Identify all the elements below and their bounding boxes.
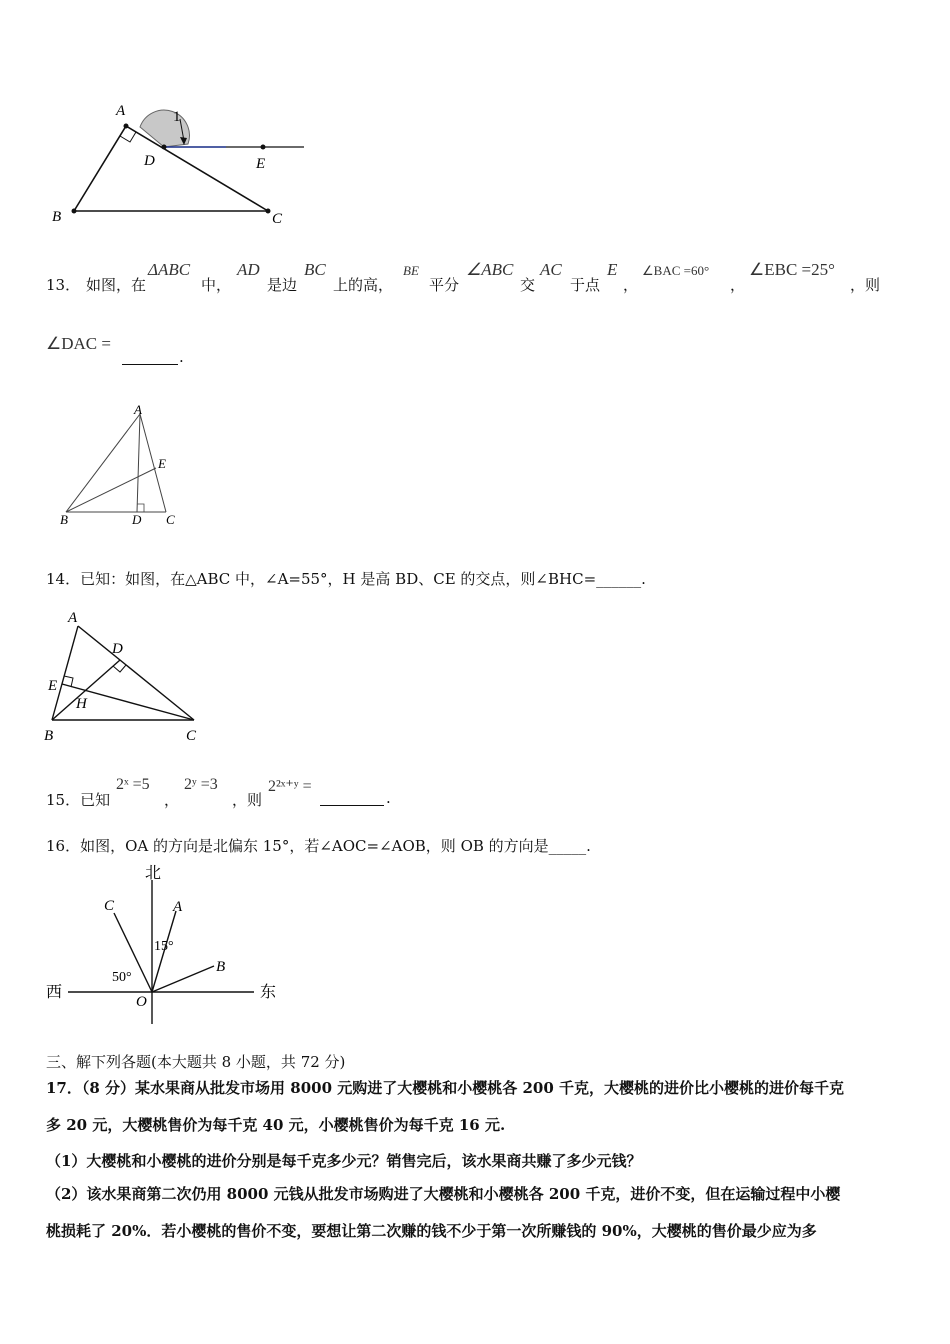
segment-ac: [78, 626, 194, 720]
question-14: 14．已知：如图，在△ABC 中，∠A=55°，H 是高 BD、CE 的交点，则∠BHC=______.: [46, 570, 646, 588]
label-d: D: [132, 512, 142, 527]
label-e: E: [256, 156, 266, 172]
ray-ob: [152, 966, 214, 992]
label-c: C: [272, 211, 283, 227]
question-13-answer-line: [46, 334, 346, 370]
q13-text-9: ，: [730, 276, 746, 294]
q15-math-2: 2ʸ =3: [184, 776, 218, 793]
label-a: A: [134, 402, 142, 417]
label-b: B: [60, 512, 68, 527]
figure-q16: [40, 858, 300, 1028]
q15-math-3: 2²ˣ⁺ʸ =: [268, 778, 312, 795]
figure-q12: [40, 95, 320, 235]
label-b: B: [44, 728, 54, 744]
north-label: 北: [145, 865, 162, 882]
east-label: 东: [260, 984, 277, 1001]
q15-then: ，则: [232, 791, 263, 809]
q13-text-2: 中，: [201, 276, 232, 294]
q13-math-be: BE: [403, 263, 419, 278]
right-angle-mark: [120, 132, 136, 142]
q13-math-triangle-abc: ΔABC: [148, 260, 191, 279]
q13-number: 13．: [46, 276, 81, 294]
q15-answer-blank[interactable]: [320, 784, 384, 806]
q15-period: .: [386, 789, 391, 807]
q13-text-1: 如图，在: [86, 276, 147, 294]
label-a: A: [116, 103, 126, 119]
question-17-part-1: （1）大樱桃和小樱桃的进价分别是每千克多少元？销售完后，该水果商共赚了多少元钱？: [46, 1152, 642, 1170]
label-b: B: [216, 959, 226, 975]
q13-math-bc: BC: [304, 260, 326, 279]
label-c: C: [186, 728, 197, 744]
label-d: D: [112, 641, 123, 657]
label-a: A: [173, 899, 183, 915]
west-label: 西: [46, 984, 63, 1001]
q13-math-ebc: ∠EBC =25°: [749, 260, 835, 279]
question-17-part-2-line-2: 桃损耗了 20%．若小樱桃的售价不变，要想让第二次赚的钱不少于第一次所赚钱的 90%，大樱桃的售价最少应为多: [46, 1222, 817, 1240]
label-d: D: [144, 153, 155, 169]
right-angle-mark-d: [113, 665, 126, 672]
label-e: E: [48, 678, 58, 694]
point-b: [72, 209, 77, 214]
label-angle-1: 1: [173, 109, 181, 125]
angle-50-label: 50°: [112, 970, 132, 985]
question-17-line-1: 17．（8 分）某水果商从批发市场用 8000 元购进了大樱桃和小樱桃各 200 千克，大樱桃的进价比小樱桃的进价每千克: [46, 1079, 844, 1097]
q13-math-ac: AC: [540, 260, 562, 279]
figure-q14: [40, 608, 220, 748]
segment-ab: [66, 414, 140, 512]
segment-ad: [137, 414, 140, 512]
question-17-line-2: 多 20 元，大樱桃售价为每千克 40 元，小樱桃售价为每千克 16 元.: [46, 1116, 506, 1134]
question-17-part-2-line-1: （2）该水果商第二次仍用 8000 元钱从批发市场购进了大樱桃和小樱桃各 200 千克，进价不变，但在运输过程中小樱: [46, 1185, 841, 1203]
segment-ab: [52, 626, 78, 720]
point-a: [124, 124, 129, 129]
segment-be: [66, 468, 156, 512]
q13-math-dac: ∠DAC =: [46, 334, 111, 353]
label-b: B: [52, 209, 62, 225]
q13-text-10: ，则: [850, 276, 881, 294]
q13-text-6: 交: [520, 276, 536, 294]
q13-text-7: 于点: [570, 276, 601, 294]
q13-text-4: 上的高，: [333, 276, 394, 294]
q15-sep: ，: [164, 791, 180, 809]
label-a: A: [68, 610, 78, 626]
segment-ab: [74, 126, 126, 211]
label-e: E: [158, 456, 166, 471]
label-c: C: [166, 512, 175, 527]
q13-math-ad: AD: [237, 260, 260, 279]
point-d: [162, 145, 167, 150]
q13-text-8: ，: [623, 276, 639, 294]
label-h: H: [76, 696, 87, 712]
label-o: O: [136, 994, 147, 1010]
q15-math-1: 2ˣ =5: [116, 776, 150, 793]
q13-math-bac: ∠BAC =60°: [642, 263, 710, 278]
figure-q13: [52, 400, 192, 530]
label-c: C: [104, 898, 115, 914]
q13-text-3: 是边: [267, 276, 298, 294]
q13-answer-blank[interactable]: [122, 342, 178, 365]
q13-math-e: E: [607, 260, 618, 279]
q13-period: .: [179, 348, 184, 366]
right-angle-mark: [137, 504, 144, 512]
question-16: 16．如图，OA 的方向是北偏东 15°，若∠AOC=∠AOB，则 OB 的方向是_____.: [46, 837, 591, 855]
point-e: [261, 145, 266, 150]
q13-text-5: 平分: [429, 276, 460, 294]
angle-15-label: 15°: [154, 939, 174, 954]
question-13: [46, 258, 926, 298]
point-c: [266, 209, 271, 214]
section-3-title: 三、解下列各题(本大题共 8 小题，共 72 分): [46, 1053, 346, 1071]
q13-math-angle-abc: ∠ABC: [466, 260, 514, 279]
q15-lead: 15．已知: [46, 791, 111, 809]
question-15: [46, 776, 446, 810]
